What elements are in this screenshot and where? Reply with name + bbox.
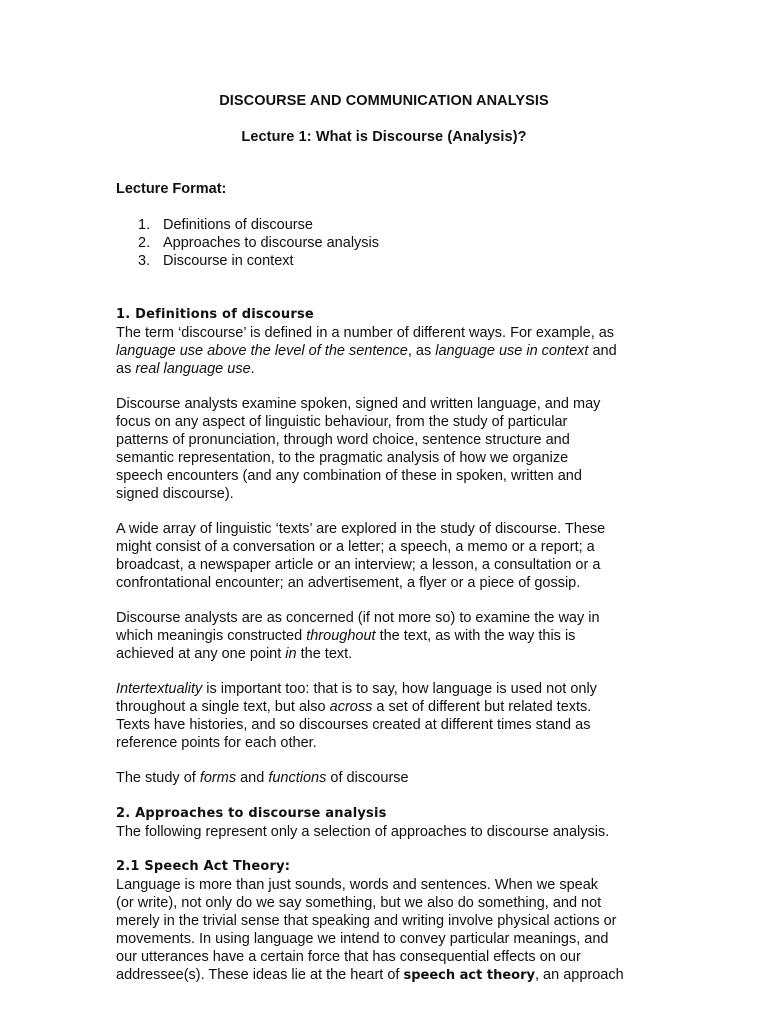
list-item: 3. Discourse in context	[138, 253, 294, 269]
paragraph-line: as real language use.	[116, 361, 255, 377]
paragraph-line: The term ‘discourse’ is defined in a number of different ways. For example, as	[116, 325, 615, 341]
paragraph: Discourse analysts examine spoken, signed and written language, and may focus on any aspect of linguistic behaviour, from the study of particular patterns of pronunciation, through word choice, sentence structure and semantic representation, to the pragmatic analysis of how we organize speech encounters (and any combination of these in spoken, written and signed discourse).	[116, 396, 601, 502]
course-title: DISCOURSE AND COMMUNICATION ANALYSIS	[219, 93, 549, 109]
lecture-format-list	[138, 216, 379, 270]
paragraph: Intertextuality is important too: that is to say, how language is used not only throughout a single text, but also across a set of different but related texts. Texts have histories, and so discourses created at different times stand as reference points for each other.	[116, 681, 597, 751]
paragraph: Discourse analysts are as concerned (if not more so) to examine the way in which meaningis constructed throughout the text, as with the way this is achieved at any one point in the text.	[116, 610, 600, 662]
lecture-title: Lecture 1: What is Discourse (Analysis)?	[241, 129, 527, 145]
section-heading: 2.1 Speech Act Theory:	[116, 859, 291, 874]
paragraph-line: language use above the level of the sentence, as language use in context and	[116, 343, 617, 359]
section-1	[116, 306, 676, 378]
paragraph: The study of forms and functions of discourse	[116, 770, 409, 786]
paragraph: A wide array of linguistic ‘texts’ are explored in the study of discourse. These might consist of a conversation or a letter; a speech, a memo or a report; a broadcast, a newspaper article or an interview; a lesson, a consultation or a confrontational encounter; an advertisement, a flyer or a piece of gossip.	[116, 521, 606, 591]
section-2-1: 2.1 Speech Act Theory: Language is more than just sounds, words and sentences. When we speak (or write), not only do we say something, but we also do something, and not merely in the trivial sense that speaking and writing involve physical actions or movements. In using language we intend to convey particular meanings, and our utterances have a certain force that has consequential effects on our addressee(s). These ideas lie at the heart of speech act theory, an approach	[116, 858, 676, 985]
section-heading: 1. Definitions of discourse	[116, 307, 314, 322]
section-2: 2. Approaches to discourse analysis The following represent only a selection of approaches to discourse analysis.	[116, 805, 676, 841]
section-heading: 2. Approaches to discourse analysis	[116, 806, 387, 821]
lecture-format-label: Lecture Format:	[116, 181, 227, 197]
list-item: 1. Definitions of discourse	[138, 217, 313, 233]
list-item: 2. Approaches to discourse analysis	[138, 235, 380, 251]
